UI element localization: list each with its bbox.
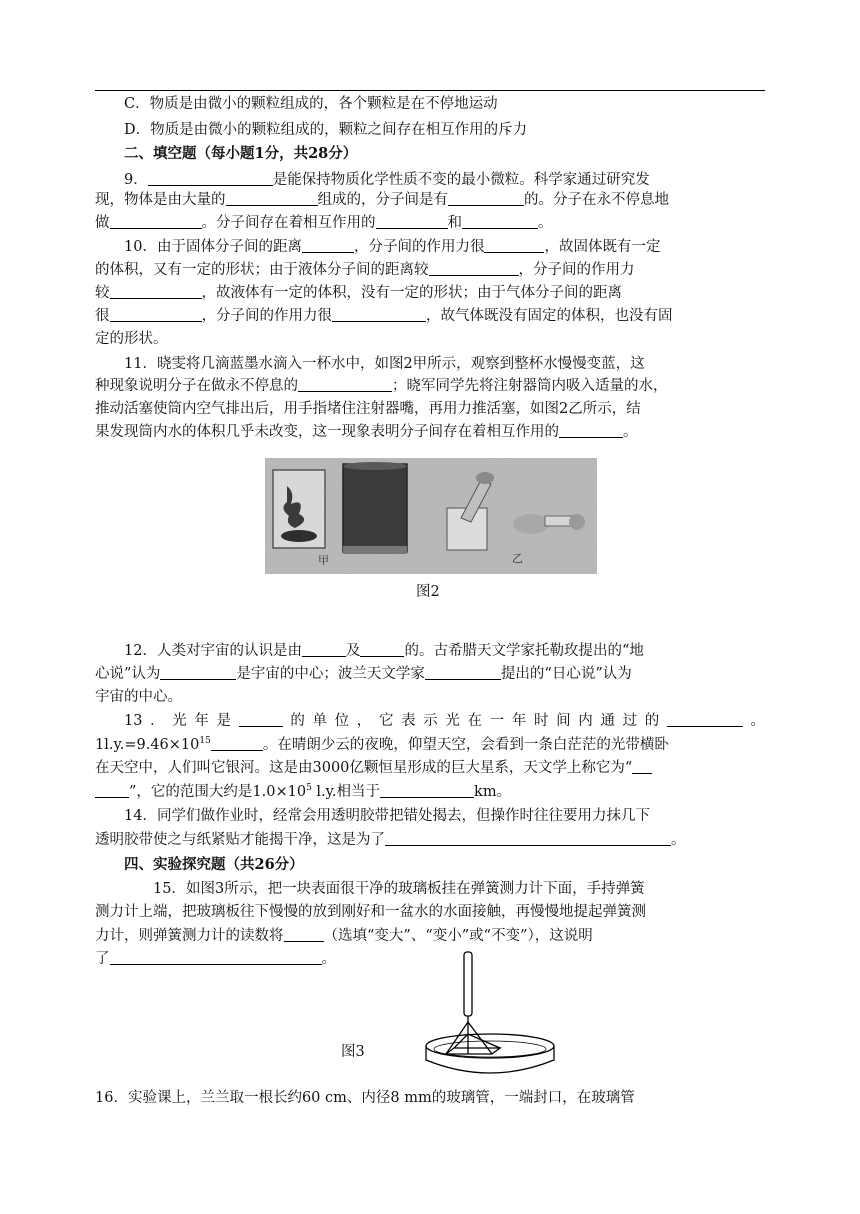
question-13-line-4: ”，它的范围大约是$1.0\times 10^5$ l.y.相当于 km。 <box>95 778 765 807</box>
question-10-line-4: 很 ，分子间的作用力很 ，故气体既没有固定的体积，也没有固 <box>95 308 673 324</box>
answer-blank <box>302 642 346 658</box>
answer-blank <box>332 307 426 323</box>
figure-2-photo <box>265 458 597 574</box>
question-15-line-4: 了 。 <box>95 951 336 967</box>
question-11-line-3: 推动活塞使筒内空气排出后，用手指堵住注射器嘴，再用力推活塞，如图2乙所示，结 <box>95 401 641 417</box>
question-9-line-3: 做 。分子间存在着相互作用的 和 。 <box>95 215 553 231</box>
answer-blank <box>667 712 743 728</box>
question-10-line-5: 定的形状。 <box>95 331 168 347</box>
answer-blank <box>385 831 671 847</box>
question-12-line-2: 心说”认为 是宇宙的中心；波兰天文学家 提出的“日心说”认为 <box>95 666 632 682</box>
question-15-line-1: 15．如图3所示，把一块表面很干净的玻璃板挂在弹簧测力计下面，手持弹簧 <box>153 881 645 897</box>
section-4-title: 四、实验探究题（共26分） <box>124 856 304 873</box>
question-10-line-3: 较 ，故液体有一定的体积，没有一定的形状；由于气体分子间的距离 <box>95 285 622 301</box>
question-15-line-2: 测力计上端，把玻璃板往下慢慢的放到刚好和一盆水的水面接触，再慢慢地提起弹簧测 <box>95 904 646 920</box>
question-16-line-1: 16．实验课上，兰兰取一根长约60 cm、内径8 mm的玻璃管，一端封口，在玻璃管 <box>95 1090 635 1106</box>
answer-blank <box>302 238 354 254</box>
answer-blank <box>110 950 322 966</box>
answer-blank <box>239 712 283 728</box>
answer-blank <box>632 759 652 775</box>
question-13-line-2: $1l.y.=9.46\times 10^{15}$ 。在晴朗少云的夜晚，仰望天空，会看到一条白茫茫的光带横卧 <box>95 736 669 753</box>
spring-scale-icon <box>464 952 472 1016</box>
question-14-line-1: 14．同学们做作业时，经常会用透明胶带把错处揭去，但操作时往往要用力抹几下 <box>124 808 650 824</box>
question-12-line-3: 宇宙的中心。 <box>95 689 182 705</box>
figure-2-label-jia: 甲 <box>318 554 329 567</box>
figure-2-label-yi: 乙 <box>512 552 523 565</box>
answer-blank <box>462 214 538 230</box>
question-10-line-1: 10．由于固体分子间的距离 ，分子间的作用力很 ，故固体既有一定 <box>124 239 661 255</box>
answer-blank <box>226 191 318 207</box>
answer-blank <box>110 307 202 323</box>
question-11-line-1: 11．晓雯将几滴蓝墨水滴入一杯水中，如图2甲所示，观察到整杯水慢慢变蓝，这 <box>124 356 645 372</box>
answer-blank <box>484 238 544 254</box>
section-2-title: 二、填空题（每小题1分，共28分） <box>124 145 358 162</box>
answer-blank <box>211 736 263 752</box>
option-d: D．物质是由微小的颗粒组成的，颗粒之间存在相互作用的斥力 <box>124 122 528 138</box>
answer-blank <box>376 214 448 230</box>
question-13-line-1: 13．光年是 的单位，它表示光在一年时间内通过的 。 <box>124 713 766 729</box>
answer-blank <box>298 377 392 393</box>
question-13-line-3: 在天空中，人们叫它银河。这是由3000亿颗恒星形成的巨大星系，天文学上称它为“ <box>95 754 765 783</box>
answer-blank <box>160 665 236 681</box>
question-11-line-4: 果发现筒内水的体积几乎未改变，这一现象表明分子间存在着相互作用的 。 <box>95 424 638 440</box>
figure-3-caption: 图3 <box>341 1044 365 1060</box>
beaker-full-ink-icon <box>343 462 407 554</box>
answer-blank <box>425 665 501 681</box>
figure-2-caption: 图2 <box>416 584 440 600</box>
glass-plate-icon <box>446 1022 500 1054</box>
answer-blank <box>429 261 519 277</box>
answer-blank <box>95 783 129 799</box>
figure-3-spring-scale-diagram <box>420 950 580 1078</box>
question-15-line-3: 力计，则弹簧测力计的读数将 （选填“变大”、“变小”或“不变”），这说明 <box>95 928 593 944</box>
answer-blank <box>448 191 524 207</box>
answer-blank <box>148 171 273 187</box>
answer-blank <box>284 927 324 943</box>
answer-blank <box>360 642 404 658</box>
question-10-line-2: 的体积，又有一定的形状；由于液体分子间的距离较 ，分子间的作用力 <box>95 262 635 278</box>
answer-blank <box>559 423 623 439</box>
answer-blank <box>380 783 474 799</box>
beaker-ink-drop-icon <box>273 470 325 548</box>
question-14-line-2: 透明胶带使之与纸紧贴才能揭干净，这是为了 。 <box>95 832 686 848</box>
answer-blank <box>110 284 202 300</box>
question-11-line-2: 种现象说明分子在做永不停息的 ；晓军同学先将注射器筒内吸入适量的水， <box>95 378 668 394</box>
option-c: C．物质是由微小的颗粒组成的，各个颗粒是在不停地运动 <box>124 96 498 112</box>
question-9-line-1: 9． 是能保持物质化学性质不变的最小微粒。科学家通过研究发 <box>124 172 650 188</box>
question-12-line-1: 12．人类对宇宙的认识是由 及 的。古希腊天文学家托勒玫提出的“地 <box>124 643 644 659</box>
question-9-line-2: 现，物体是由大量的 组成的，分子间是有 的。分子在永不停息地 <box>95 192 669 208</box>
answer-blank <box>110 214 202 230</box>
